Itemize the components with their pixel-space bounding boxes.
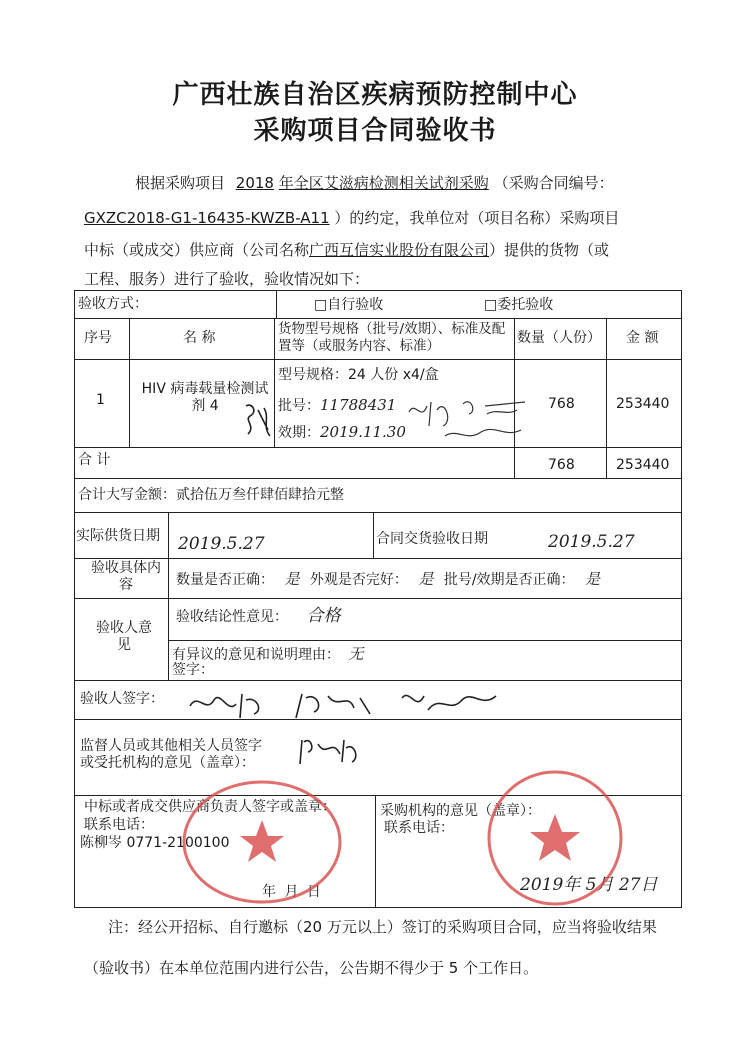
expiry-label: 效期： — [278, 425, 320, 441]
item-no: 1 — [96, 392, 105, 408]
document-title: 广西壮族自治区疾病预防控制中心 — [172, 80, 578, 110]
purchaser-opinion-label: 采购机构的意见（盖章）： — [380, 803, 541, 819]
contract-number: GXZC2018-G1-16435-KWZB-A11 — [84, 209, 330, 227]
total-amount: 253440 — [616, 457, 670, 473]
intro-text: 中标（或成交）供应商（公司名称 — [84, 241, 310, 259]
header-no: 序号 — [84, 330, 112, 346]
supervisor-label-2: 或受托机构的意见（盖章）： — [80, 755, 255, 771]
entrusted-inspection-checkbox[interactable]: □委托验收 — [484, 297, 554, 313]
header-qty: 数量（人份） — [517, 330, 601, 346]
supplier-name: 广西互信实业股份有限公司 — [309, 241, 490, 259]
item-amount: 253440 — [616, 396, 670, 412]
note-line-1: 注：经公开招标、自行邀标（20 万元以上）签订的采购项目合同，应当将验收结果 — [108, 918, 657, 936]
delivery-date-value: 2019.5.27 — [548, 532, 635, 552]
item-name: HIV 病毒载量检测试剂 4 — [141, 381, 269, 414]
opinion-label: 验收人意见 — [96, 620, 152, 653]
conclusion-value: 合格 — [306, 606, 341, 626]
supplier-phone-label: 联系电话： — [84, 817, 154, 833]
intro-text: 根据采购项目 — [135, 174, 226, 192]
inspector-sign-label: 验收人签字： — [80, 691, 164, 707]
item-expiry — [278, 424, 406, 442]
header-name: 名 称 — [183, 330, 216, 346]
expiry-value: 2019.11.30 — [320, 423, 406, 441]
batch-correct-value: 是 — [585, 570, 601, 588]
details-label: 验收具体内容 — [91, 560, 161, 593]
item-spec-model: 型号规格：24 人份 x4/盒 — [278, 367, 439, 383]
intro-text: （采购合同编号： — [493, 174, 614, 192]
header-amount: 金 额 — [626, 330, 659, 346]
batch-correct-label: 批号/效期是否正确： — [443, 572, 575, 588]
item-qty: 768 — [548, 396, 575, 412]
details-line — [176, 571, 606, 589]
supply-date-value: 2019.5.27 — [178, 534, 265, 554]
objection-label: 有异议的意见和说明理由： — [172, 647, 340, 663]
intro-text: ）的约定，我单位对（项目名称）采购项目 — [334, 209, 620, 227]
intro-line-3 — [84, 239, 609, 260]
intro-line-2 — [84, 207, 619, 228]
total-label: 合 计 — [78, 452, 111, 468]
quantity-correct-label: 数量是否正确： — [176, 572, 274, 588]
batch-label: 批号： — [278, 398, 320, 414]
purchaser-phone-label: 联系电话： — [384, 820, 454, 836]
delivery-date-label: 合同交货验收日期 — [376, 531, 488, 547]
handwritten-annotation — [405, 392, 535, 448]
total-qty: 768 — [548, 457, 575, 473]
supplier-seal-stamp — [178, 778, 346, 906]
objection-value: 无 — [348, 645, 364, 663]
quantity-correct-value: 是 — [284, 570, 300, 588]
inspector-signatures — [184, 684, 514, 724]
header-spec: 货物型号规格（批号/效期）、标准及配置等（或服务内容、标准） — [278, 321, 506, 354]
appearance-value: 是 — [418, 570, 434, 588]
note-line-2: （验收书）在本单位范围内进行公告，公告期不得少于 5 个工作日。 — [84, 959, 539, 977]
supervisor-signature — [296, 732, 366, 770]
supplier-contact: 陈柳岑 0771-2100100 — [80, 835, 230, 851]
total-in-words: 合计大写金额：贰拾伍万叁仟肆佰肆拾元整 — [78, 487, 344, 503]
document-subtitle: 采购项目合同验收书 — [253, 116, 497, 146]
intro-text: ）提供的货物（或 — [489, 241, 610, 259]
project-year: 2018 — [235, 174, 274, 192]
batch-value: 11788431 — [320, 396, 397, 414]
intro-line-4: 工程、服务）进行了验收，验收情况如下： — [84, 270, 370, 288]
appearance-label: 外观是否完好： — [309, 572, 408, 588]
supply-date-label: 实际供货日期 — [76, 528, 160, 544]
item-batch — [278, 397, 396, 415]
supplier-date: 年 月 日 — [262, 884, 323, 900]
self-inspection-checkbox[interactable]: □自行验收 — [314, 297, 384, 313]
method-label: 验收方式： — [78, 296, 148, 312]
supervisor-label-1: 监督人员或其他相关人员签字 — [80, 738, 262, 754]
intro-line-1 — [135, 172, 614, 193]
purchaser-date: 2019年 5月 27日 — [520, 875, 658, 895]
conclusion-label: 验收结论性意见： — [176, 609, 288, 625]
handwritten-annotation — [238, 400, 278, 440]
supplier-sign-label: 中标或者成交供应商负责人签字或盖章： — [84, 799, 336, 815]
purchaser-seal-stamp — [470, 768, 640, 908]
project-name: 年全区艾滋病检测相关试剂采购 — [278, 174, 489, 192]
conclusion-line — [176, 608, 340, 626]
objection-sign-label: 签字： — [172, 662, 214, 678]
